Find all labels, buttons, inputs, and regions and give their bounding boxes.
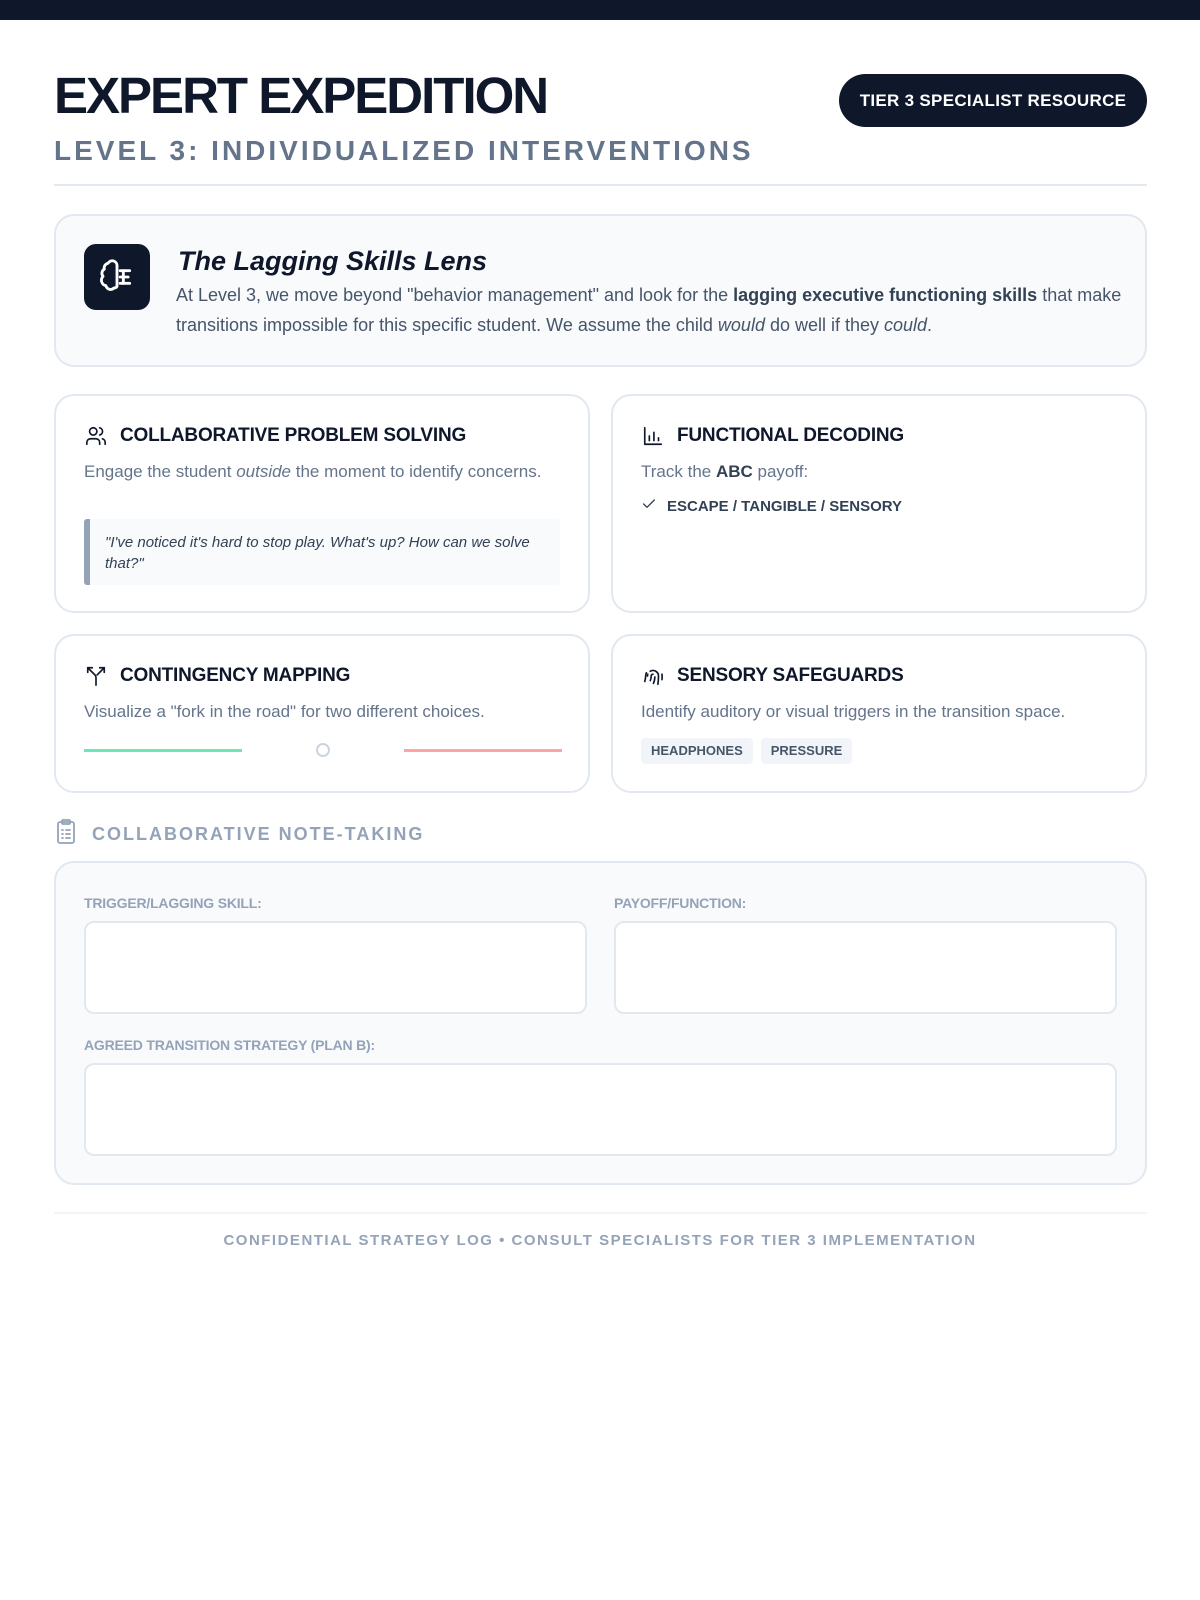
payoff-field-label: PAYOFF/FUNCTION: [614,895,747,911]
notes-title: COLLABORATIVE NOTE-TAKING [92,824,425,844]
card-title: CONTINGENCY MAPPING [120,665,351,686]
trigger-field[interactable] [84,921,587,1014]
header-divider [54,184,1147,186]
notes-header [54,819,424,850]
sensory-safeguards-card [611,634,1147,793]
tag-list [641,738,860,764]
footer-divider [54,1212,1147,1214]
tag-headphones: HEADPHONES [641,738,753,764]
card-title: SENSORY SAFEGUARDS [677,665,904,686]
tier-badge: TIER 3 SPECIALIST RESOURCE [839,74,1147,127]
card-description: Identify auditory or visual triggers in the transition space. [641,702,1066,721]
function-types-label: ESCAPE / TANGIBLE / SENSORY [667,498,903,515]
top-bar [0,0,1200,20]
page-title: EXPERT EXPEDITION [54,67,548,124]
check-icon [641,496,657,517]
example-quote: "I've noticed it's hard to stop play. What's up? How can we solve that?" [84,519,560,585]
card-description: Visualize a "fork in the road" for two different choices. [84,702,485,721]
fork-right-path [404,749,562,752]
lens-description: At Level 3, we move beyond "behavior management" and look for the lagging executive functioning skills that make transitions impossible for this specific student. We assume the child would do well if they could. [176,285,1122,335]
trigger-field-label: TRIGGER/LAGGING SKILL: [84,895,262,911]
strategy-field[interactable] [84,1063,1117,1156]
fingerprint-icon [641,664,665,688]
function-list-item [641,496,902,517]
collaborative-problem-solving-card [54,394,590,613]
card-description: Engage the student outside the moment to identify concerns. [84,462,542,481]
lens-title: The Lagging Skills Lens [178,246,488,276]
clipboard-icon [54,819,78,850]
card-description: Track the ABC payoff: [641,462,809,481]
footer-text: CONFIDENTIAL STRATEGY LOG • CONSULT SPECIALISTS FOR TIER 3 IMPLEMENTATION [223,1232,977,1249]
split-icon [84,664,108,688]
users-icon [84,424,108,448]
tag-pressure: PRESSURE [761,738,853,764]
card-title: FUNCTIONAL DECODING [677,425,905,446]
notes-panel [54,861,1147,1185]
fork-left-path [84,749,242,752]
fork-center-node [316,743,330,757]
functional-decoding-card [611,394,1147,613]
brain-icon [84,244,150,310]
bar-chart-icon [641,424,665,448]
fork-diagram [84,740,562,760]
page-subtitle: LEVEL 3: INDIVIDUALIZED INTERVENTIONS [54,135,754,166]
strategy-field-label: AGREED TRANSITION STRATEGY (PLAN B): [84,1037,375,1053]
contingency-mapping-card [54,634,590,793]
card-title: COLLABORATIVE PROBLEM SOLVING [120,425,467,446]
payoff-field[interactable] [614,921,1117,1014]
lagging-skills-card [54,214,1147,367]
